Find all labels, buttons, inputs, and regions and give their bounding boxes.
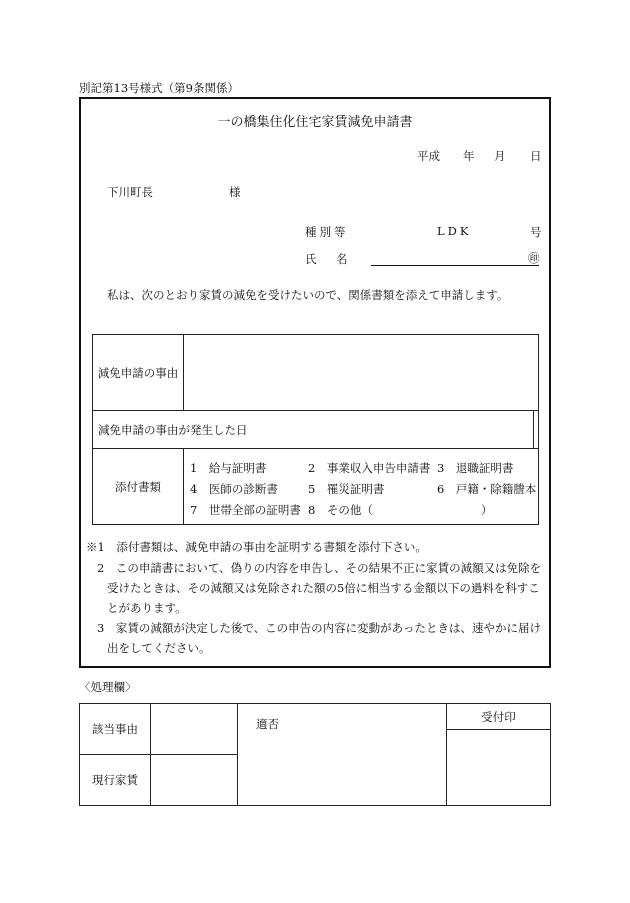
approval-label: 適否 <box>256 717 279 731</box>
attachments-label-cell <box>93 449 184 525</box>
attachment-item[interactable]: 7 世帯全部の証明書 <box>190 502 301 517</box>
type-value[interactable]: LDK <box>437 224 472 238</box>
attachments-list-cell <box>184 449 539 525</box>
applicable-reason-label: 該当事由 <box>92 722 138 736</box>
date-year[interactable]: 年 <box>463 149 475 163</box>
processing-heading: 〈処理欄〉 <box>79 680 137 694</box>
attachment-other-close: ） <box>481 502 493 517</box>
reception-stamp-area[interactable] <box>447 730 550 805</box>
attachment-item[interactable]: 6 戸籍・除籍謄本 <box>437 481 537 496</box>
addressee-name: 下川町長 <box>107 185 153 199</box>
name-underline[interactable] <box>371 265 539 266</box>
attachments-label: 添付書類 <box>115 479 161 494</box>
attachment-item[interactable]: 1 給与証明書 <box>190 460 267 475</box>
form-title: 一の橋集住化住宅家賃減免申請書 <box>217 115 413 130</box>
reason-date-input-cell[interactable] <box>534 411 539 449</box>
note-2-line-2: 受けたときは、その減額又は免除された額の5倍に相当する金額以下の過料を科すこ <box>107 581 540 595</box>
reason-date-label: 減免申請の事由が発生した日 <box>98 422 248 437</box>
reason-label-cell <box>93 335 184 411</box>
statement-text: 私は、次のとおり家賃の減免を受けたいので、関係書類を添えて申請します。 <box>107 288 509 302</box>
current-rent-input[interactable] <box>151 755 238 806</box>
attachment-item[interactable]: 2 事業収入申告申請書 <box>308 460 431 475</box>
attachment-item[interactable]: 5 罹災証明書 <box>308 481 385 496</box>
note-2-line-3: とがあります。 <box>107 601 187 615</box>
attachment-item[interactable]: 3 退職証明書 <box>437 460 514 475</box>
form-number: 別記第13号様式（第9条関係） <box>79 81 239 95</box>
addressee-honorific: 様 <box>229 185 241 199</box>
reason-input-cell[interactable] <box>184 335 539 411</box>
type-label: 種別等 <box>305 225 349 239</box>
approval-cell[interactable] <box>238 704 447 806</box>
applicable-reason-cell <box>80 704 151 755</box>
date-day[interactable]: 日 <box>530 149 542 163</box>
number-suffix: 号 <box>530 225 542 239</box>
date-month[interactable]: 月 <box>494 149 506 163</box>
note-3-line-1: 3 家賃の減額が決定した後で、この申告の内容に変動があったときは、速やかに届け <box>97 621 541 635</box>
reason-date-label-cell <box>93 411 534 449</box>
processing-table <box>79 703 551 806</box>
date-era[interactable]: 平成 <box>417 149 440 163</box>
applicable-reason-input[interactable] <box>151 704 238 755</box>
application-table <box>92 334 539 525</box>
reception-stamp-label: 受付印 <box>447 704 550 730</box>
attachment-item[interactable]: 4 医師の診断書 <box>190 481 278 496</box>
name-label: 氏 名 <box>305 252 352 266</box>
note-1: ※1 添付書類は、減免申請の事由を証明する書類を添付下さい。 <box>86 540 427 554</box>
reception-stamp-cell <box>447 704 551 806</box>
current-rent-cell <box>80 755 151 806</box>
note-2-line-1: 2 この申請書において、偽りの内容を申告し、その結果不正に家賃の減額又は免除を <box>97 561 542 575</box>
current-rent-label: 現行家賃 <box>92 773 138 787</box>
seal-mark: ㊞ <box>528 251 540 265</box>
reason-label: 減免申請の事由 <box>97 365 179 380</box>
attachment-item[interactable]: 8 その他（ <box>308 502 373 517</box>
note-3-line-2: 出をしてください。 <box>107 641 211 655</box>
